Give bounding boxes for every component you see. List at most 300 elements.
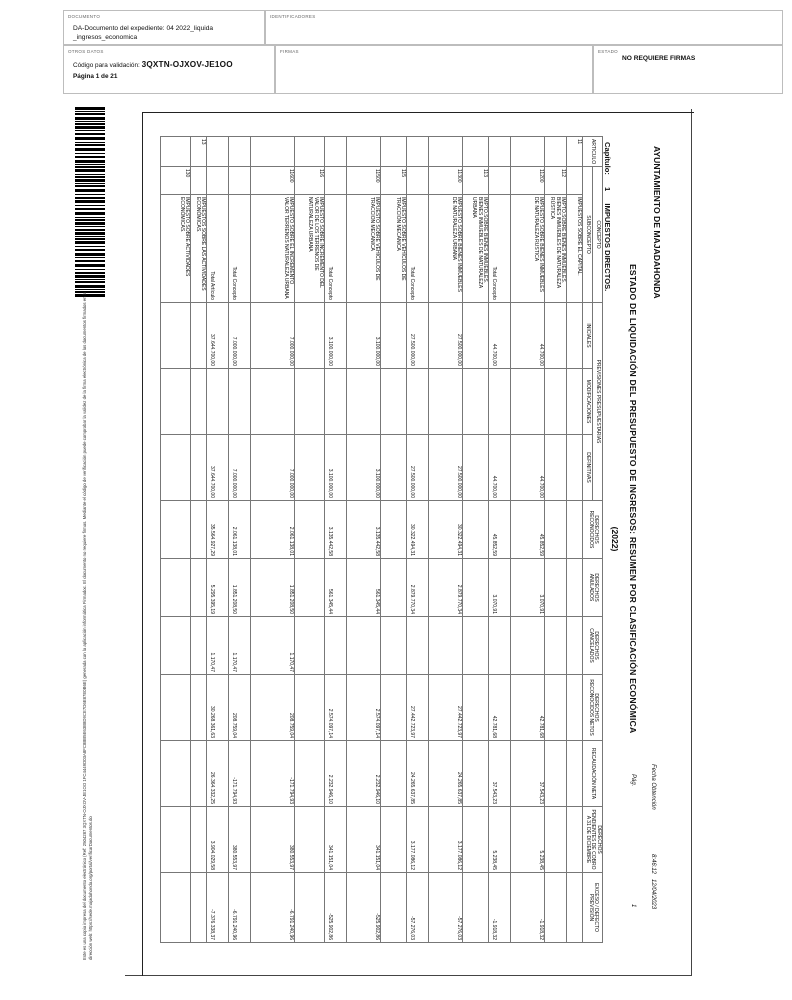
hora-value: 8:46:12 xyxy=(650,854,656,875)
cell-pen: 3.904.029,58 xyxy=(207,807,229,873)
cell-rcd xyxy=(161,741,191,807)
cell-def xyxy=(463,435,489,501)
cell-pen: 341.151,04 xyxy=(325,807,347,873)
col-previsiones: PREVISIONES PRESUPUESTARIAS xyxy=(593,303,603,501)
cell-rec: 3.135.442,58 xyxy=(347,501,381,559)
barcode-bar xyxy=(75,179,105,182)
cell-def: 7.000.000,00 xyxy=(251,435,295,501)
barcode-bar xyxy=(75,160,105,163)
cell-pen: 380.553,97 xyxy=(229,807,251,873)
cell-anu: 561.345,44 xyxy=(325,559,347,617)
cell-con: 11300 xyxy=(429,167,463,195)
table-row xyxy=(545,137,567,943)
cell-ini xyxy=(381,303,407,369)
cell-desc: Total Concepto xyxy=(229,195,251,303)
cell-art xyxy=(381,137,407,167)
capitulo-name: IMPUESTOS DIRECTOS. xyxy=(603,203,612,292)
barcode-bar xyxy=(75,246,105,247)
cell-mod xyxy=(545,369,567,435)
validation-code-label: Código para validación: xyxy=(73,62,140,69)
cell-mod xyxy=(429,369,463,435)
cell-mod xyxy=(191,369,207,435)
cell-rcd xyxy=(567,741,583,807)
capitulo-label: Capítulo: xyxy=(603,142,612,175)
cell-anu: 1.851.208,50 xyxy=(251,559,295,617)
cell-anu xyxy=(295,559,325,617)
cell-con: 113 xyxy=(463,167,489,195)
cell-rcd xyxy=(191,741,207,807)
cell-exc: -1.918,32 xyxy=(489,873,511,943)
col-reconocidos: DERECHOS RECONOCIDOS xyxy=(583,501,603,559)
fecha-obtencion-value xyxy=(650,854,656,909)
cell-def: 44.700,00 xyxy=(489,435,511,501)
cell-art xyxy=(251,137,295,167)
cell-art xyxy=(511,137,545,167)
cell-art: 13 xyxy=(191,137,207,167)
cell-can xyxy=(463,617,489,675)
table-row xyxy=(511,137,545,943)
cell-ini xyxy=(295,303,325,369)
barcode-bar xyxy=(75,174,105,175)
cell-rec: 45.852,59 xyxy=(489,501,511,559)
cell-rcd: 24.265.637,85 xyxy=(407,741,429,807)
identificadores-cell xyxy=(265,10,783,45)
total-row xyxy=(325,137,347,943)
cell-rec xyxy=(191,501,207,559)
barcode-bar xyxy=(75,226,105,227)
barcode-bar xyxy=(75,212,105,215)
cell-rcd: -171.794,93 xyxy=(251,741,295,807)
cell-mod xyxy=(407,369,429,435)
cell-art xyxy=(545,137,567,167)
cell-def: 7.000.000,00 xyxy=(229,435,251,501)
cell-rcd: 2.232.946,10 xyxy=(325,741,347,807)
barcode-bar xyxy=(75,205,105,206)
col-articulo: ARTICULO xyxy=(583,137,603,167)
identificadores-label: IDENTIFICADORES xyxy=(270,14,316,19)
cell-ini xyxy=(545,303,567,369)
cell-ini: 44.700,00 xyxy=(489,303,511,369)
cell-con: 11500 xyxy=(347,167,381,195)
cell-net: 27.442.723,97 xyxy=(429,675,463,741)
pag-value: 1 xyxy=(630,904,636,908)
cell-def: 27.500.000,00 xyxy=(429,435,463,501)
cell-ini xyxy=(567,303,583,369)
cell-anu: 2.879.770,34 xyxy=(407,559,429,617)
cell-mod xyxy=(347,369,381,435)
barcode-bar xyxy=(75,169,105,172)
col-pendientes: DERECHOS PENDIENTES DE COBRO A 31 DE DICIEMBRE xyxy=(583,807,603,873)
col-definitivas: DEFINITIVAS xyxy=(583,435,593,501)
cell-desc: IMPTO.SOBRE BIENES INMUEBLES. BIENES INMUEBLES DE NATURALEZA URBANA xyxy=(463,195,489,303)
cell-net: 2.574.097,14 xyxy=(347,675,381,741)
cell-rcd xyxy=(295,741,325,807)
cell-art xyxy=(325,137,347,167)
barcode-bar xyxy=(75,260,105,262)
rotated-report xyxy=(144,134,666,944)
cell-exc: -525.902,86 xyxy=(347,873,381,943)
cell-desc: IMPUESTOS SOBRE LAS ACTIVIDADES ECONÓMICAS. xyxy=(191,195,207,303)
cell-can: 1.170,47 xyxy=(207,617,229,675)
cell-desc: IMPUESTO SOBRE VEHÍCULOS DE TRACCIÓN MECÁNICA xyxy=(381,195,407,303)
verification-margin-note: Este es una copia impresa del documento electrónico (Ref: 2504287 3QXTN-OJXOV-JE1OO 1FC4449D03A8FC8BB5E63B8D9CE7D6E87E0B6E) generada con la aplicación informática Firmadoc. El documento no requiere firmas. Mediante el código de verificación puede comprobar la validez de la firma electrónica de los documentos firmados en la dirección web: https://sede.majadahonda.org/portal/verificarDocumentos.do xyxy=(82,291,93,960)
cell-pen xyxy=(545,807,567,873)
report-title: ESTADO DE LIQUIDACIÓN DEL PRESUPUESTO DE INGRESOS: RESUMEN POR CLASIFICACIÓN ECONÓMICA xyxy=(628,264,638,734)
documento-value: DA-Documento del expediente: 04 2022_liquida _ingresos_economica xyxy=(73,25,214,41)
table-row xyxy=(191,137,207,943)
cell-def xyxy=(567,435,583,501)
cell-desc: Total Concepto xyxy=(325,195,347,303)
cell-can xyxy=(191,617,207,675)
documento-cell xyxy=(63,10,265,45)
cell-anu: 3.070,91 xyxy=(489,559,511,617)
firmas-label: FIRMAS xyxy=(280,49,299,54)
cell-ini: 3.100.000,00 xyxy=(325,303,347,369)
cell-art xyxy=(407,137,429,167)
cell-con xyxy=(207,167,229,195)
documento-label: DOCUMENTO xyxy=(68,14,101,19)
cell-rec xyxy=(161,501,191,559)
barcode-bar xyxy=(75,197,105,199)
cell-net: 42.781,68 xyxy=(511,675,545,741)
otros-datos-cell xyxy=(63,45,275,94)
cell-net: 208.759,04 xyxy=(251,675,295,741)
cell-mod xyxy=(207,369,229,435)
cell-desc: Total Concepto xyxy=(407,195,429,303)
barcode-bar xyxy=(75,130,105,131)
cell-net: 42.781,68 xyxy=(489,675,511,741)
barcode-bar xyxy=(75,264,105,267)
cell-desc: IMPUESTO SOBRE ACTIVIDADES ECONÓMICAS. xyxy=(161,195,191,303)
cell-desc: IMPUESTO SOBRE INCREMENTO DEL VALOR DE LOS TERRENOS DE NATURALEZA URBANA xyxy=(295,195,325,303)
cell-def: 37.644.700,00 xyxy=(207,435,229,501)
municipality-name: AYUNTAMIENTO DE MAJADAHONDA xyxy=(652,146,662,299)
cell-rcd: 2.232.946,10 xyxy=(347,741,381,807)
cell-con xyxy=(325,167,347,195)
cell-mod xyxy=(161,369,191,435)
cell-rcd xyxy=(463,741,489,807)
col-iniciales: INICIALES xyxy=(583,303,593,369)
table-row xyxy=(429,137,463,943)
cell-exc: -525.902,86 xyxy=(325,873,347,943)
cell-ini xyxy=(191,303,207,369)
cell-mod xyxy=(229,369,251,435)
barcode-bar xyxy=(75,241,105,244)
cell-can xyxy=(489,617,511,675)
barcode-bar xyxy=(75,219,105,221)
barcode-bar xyxy=(75,107,105,110)
cell-can: 1.170,47 xyxy=(229,617,251,675)
barcode-bar xyxy=(75,217,105,218)
col-subconcepto: SUBCONCEPTO xyxy=(583,167,593,303)
cell-can xyxy=(161,617,191,675)
cell-anu: 1.851.208,50 xyxy=(229,559,251,617)
table-row xyxy=(295,137,325,943)
cell-can xyxy=(545,617,567,675)
cell-art xyxy=(229,137,251,167)
table-body xyxy=(161,137,583,943)
cell-ini: 3.100.000,00 xyxy=(347,303,381,369)
cell-ini: 37.644.700,00 xyxy=(207,303,229,369)
cell-ini xyxy=(161,303,191,369)
report-year: (2022) xyxy=(610,526,620,552)
cell-can xyxy=(295,617,325,675)
document-header xyxy=(63,10,783,94)
barcode-bar xyxy=(75,183,105,184)
col-concepto: CONCEPTO xyxy=(593,167,603,303)
cell-anu xyxy=(567,559,583,617)
barcode-bar xyxy=(75,253,105,256)
cell-can xyxy=(347,617,381,675)
cell-rec: 45.852,59 xyxy=(511,501,545,559)
table-row xyxy=(463,137,489,943)
cell-pen xyxy=(295,807,325,873)
cell-anu: 3.070,91 xyxy=(511,559,545,617)
cell-mod xyxy=(511,369,545,435)
cell-desc: Total Artículo xyxy=(207,195,229,303)
barcode-bar xyxy=(75,111,105,112)
col-recaudacion: RECAUDACIÓN NETA xyxy=(583,741,603,807)
cell-con xyxy=(407,167,429,195)
cell-con: 11200 xyxy=(511,167,545,195)
table-header-row xyxy=(593,137,603,943)
cell-desc: IMPUESTOS SOBRE EL CAPITAL. xyxy=(567,195,583,303)
cell-con xyxy=(191,167,207,195)
table-row xyxy=(251,137,295,943)
barcode-bar xyxy=(75,238,105,240)
estado-label: ESTADO xyxy=(598,49,618,54)
cell-rec xyxy=(567,501,583,559)
cell-pen xyxy=(463,807,489,873)
barcode-bar xyxy=(75,272,105,274)
barcode-bar xyxy=(75,269,105,270)
cell-pen: 5.238,45 xyxy=(489,807,511,873)
cell-rcd: 37.543,23 xyxy=(489,741,511,807)
barcode-image xyxy=(75,107,105,297)
col-anulados: DERECHOS ANULADOS xyxy=(583,559,603,617)
cell-con: 116 xyxy=(295,167,325,195)
barcode-bar xyxy=(75,185,105,187)
cell-exc: -57.276,03 xyxy=(407,873,429,943)
cell-pen: 3.177.086,12 xyxy=(407,807,429,873)
cell-mod xyxy=(567,369,583,435)
cell-pen: 5.238,45 xyxy=(511,807,545,873)
barcode-bar xyxy=(75,222,105,225)
table-row xyxy=(161,137,191,943)
total-row xyxy=(489,137,511,943)
cell-net: 30.268.361,63 xyxy=(207,675,229,741)
cell-exc: -7.376.338,37 xyxy=(207,873,229,943)
cell-mod xyxy=(325,369,347,435)
cell-net xyxy=(567,675,583,741)
cell-net: 208.759,04 xyxy=(229,675,251,741)
cell-ini: 7.000.000,00 xyxy=(251,303,295,369)
cell-desc: IMPTO.SOBRE BIENES INMUEBLES. BIENES INMUEBLES DE NATURALEZA RÚSTICA xyxy=(545,195,567,303)
barcode-bar xyxy=(75,156,105,158)
cell-rcd: 26.364.332,25 xyxy=(207,741,229,807)
cell-desc: IMPUESTO SOBRE BIENES INMUEBLES DE NATURALEZA RUSTICA xyxy=(511,195,545,303)
cell-rcd xyxy=(545,741,567,807)
cell-def xyxy=(381,435,407,501)
cell-rec: 30.322.494,31 xyxy=(407,501,429,559)
barcode-bar xyxy=(75,137,105,140)
cell-rec xyxy=(295,501,325,559)
cell-def xyxy=(161,435,191,501)
cell-anu: 5.295.395,19 xyxy=(207,559,229,617)
cell-def xyxy=(295,435,325,501)
cell-mod xyxy=(489,369,511,435)
cell-art xyxy=(489,137,511,167)
cell-rcd: 37.543,23 xyxy=(511,741,545,807)
cell-art xyxy=(161,137,191,167)
cell-rec xyxy=(545,501,567,559)
cell-net xyxy=(295,675,325,741)
barcode-bar xyxy=(75,249,105,251)
cell-exc xyxy=(295,873,325,943)
cell-pen xyxy=(381,807,407,873)
cell-net xyxy=(381,675,407,741)
cell-def xyxy=(191,435,207,501)
cell-can xyxy=(429,617,463,675)
cell-can xyxy=(381,617,407,675)
estado-cell xyxy=(593,45,783,94)
cell-rec: 2.061.138,01 xyxy=(229,501,251,559)
cell-ini: 27.500.000,00 xyxy=(429,303,463,369)
cell-def: 27.500.000,00 xyxy=(407,435,429,501)
cell-con xyxy=(489,167,511,195)
cell-mod xyxy=(381,369,407,435)
barcode-bar xyxy=(75,232,105,235)
cell-con: 11600 xyxy=(251,167,295,195)
cell-art xyxy=(463,137,489,167)
cell-net xyxy=(191,675,207,741)
cell-anu: 561.345,44 xyxy=(347,559,381,617)
total-row xyxy=(229,137,251,943)
validation-code: 3QXTN-OJXOV-JE1OO xyxy=(141,60,233,69)
cell-pen: 380.553,97 xyxy=(251,807,295,873)
cell-art xyxy=(207,137,229,167)
barcode-bar xyxy=(75,123,105,125)
cell-def: 3.100.000,00 xyxy=(325,435,347,501)
liquidation-table xyxy=(160,136,603,943)
capitulo-num: 1 xyxy=(603,187,612,192)
cell-art xyxy=(429,137,463,167)
barcode-bar xyxy=(75,142,105,143)
cell-con: 112 xyxy=(545,167,567,195)
col-exceso: EXCESO / DEFECTO PREVISIÓN xyxy=(583,873,603,943)
capitulo-heading xyxy=(603,142,612,301)
fecha-value: 12/04/2023 xyxy=(650,879,656,910)
cell-exc: -6.791.240,96 xyxy=(229,873,251,943)
cell-desc: IMPUESTO SOBRE BIENES INMUEBLES DE NATURALEZA URBANA xyxy=(429,195,463,303)
cell-pen: 341.151,04 xyxy=(347,807,381,873)
barcode-bar xyxy=(75,229,105,231)
cell-net: 2.574.097,14 xyxy=(325,675,347,741)
barcode-bar xyxy=(75,121,105,122)
cell-rec xyxy=(381,501,407,559)
cell-can xyxy=(567,617,583,675)
cell-exc xyxy=(381,873,407,943)
cell-net xyxy=(463,675,489,741)
cell-can xyxy=(511,617,545,675)
cell-ini: 7.000.000,00 xyxy=(229,303,251,369)
barcode-bar xyxy=(75,176,105,178)
pag-label: Pág. xyxy=(630,774,636,787)
cell-anu xyxy=(161,559,191,617)
cell-exc xyxy=(545,873,567,943)
barcode-bar xyxy=(75,164,105,165)
col-netos: DERECHOS RECONOCIDOS NETOS xyxy=(583,675,603,741)
cell-pen: 3.177.086,12 xyxy=(429,807,463,873)
barcode-bar xyxy=(75,189,105,192)
cell-can: 1.170,47 xyxy=(251,617,295,675)
cell-rcd: -171.794,93 xyxy=(229,741,251,807)
cell-rec xyxy=(463,501,489,559)
barcode-bar xyxy=(75,194,105,195)
cell-def: 44.700,00 xyxy=(511,435,545,501)
cell-can xyxy=(407,617,429,675)
cell-exc xyxy=(191,873,207,943)
cell-net: 27.442.723,97 xyxy=(407,675,429,741)
barcode-bar xyxy=(75,113,105,115)
otros-datos-label: OTROS DATOS xyxy=(68,49,104,54)
cell-exc xyxy=(567,873,583,943)
firmas-cell xyxy=(275,45,593,94)
cell-exc: -57.276,03 xyxy=(429,873,463,943)
fecha-obtencion-label: Fecha Obtención xyxy=(650,764,656,810)
table-row xyxy=(567,137,583,943)
cell-exc xyxy=(463,873,489,943)
cell-mod xyxy=(251,369,295,435)
barcode-bar xyxy=(75,148,105,151)
cell-net xyxy=(161,675,191,741)
barcode-bar xyxy=(75,153,105,154)
barcode-bar xyxy=(75,200,105,203)
cell-rcd xyxy=(381,741,407,807)
col-modificaciones: MODIFICACIONES xyxy=(583,369,593,435)
barcode-bar xyxy=(75,126,105,129)
cell-desc: IMPUESTO SOBRE VEHICULOS DE TRACCION MECANICA xyxy=(347,195,381,303)
cell-desc: IMPUESTO SOBRE EL INCREMENTO VALOR TERRENOS NATURALEZA URBANA xyxy=(251,195,295,303)
total-row xyxy=(207,137,229,943)
cell-anu: 2.879.770,34 xyxy=(429,559,463,617)
cell-anu xyxy=(463,559,489,617)
cell-ini: 27.500.000,00 xyxy=(407,303,429,369)
cell-pen xyxy=(161,807,191,873)
cell-art: 11 xyxy=(567,137,583,167)
cell-con: 130 xyxy=(161,167,191,195)
barcode-bar xyxy=(75,117,105,120)
barcode-bar xyxy=(75,236,105,237)
barcode-bar xyxy=(75,144,105,146)
total-row xyxy=(407,137,429,943)
cell-def xyxy=(545,435,567,501)
barcode-bar xyxy=(75,208,105,210)
validation-code-line xyxy=(73,60,233,69)
cell-exc: -6.791.240,96 xyxy=(251,873,295,943)
barcode-bar xyxy=(75,166,105,168)
cell-rec: 2.061.138,01 xyxy=(251,501,295,559)
cell-desc: Total Concepto xyxy=(489,195,511,303)
table-row xyxy=(381,137,407,943)
cell-exc: -1.918,32 xyxy=(511,873,545,943)
cell-ini xyxy=(463,303,489,369)
cell-can xyxy=(325,617,347,675)
cell-def: 3.100.000,00 xyxy=(347,435,381,501)
cell-exc xyxy=(161,873,191,943)
cell-con: 115 xyxy=(381,167,407,195)
barcode-bar xyxy=(75,257,105,258)
